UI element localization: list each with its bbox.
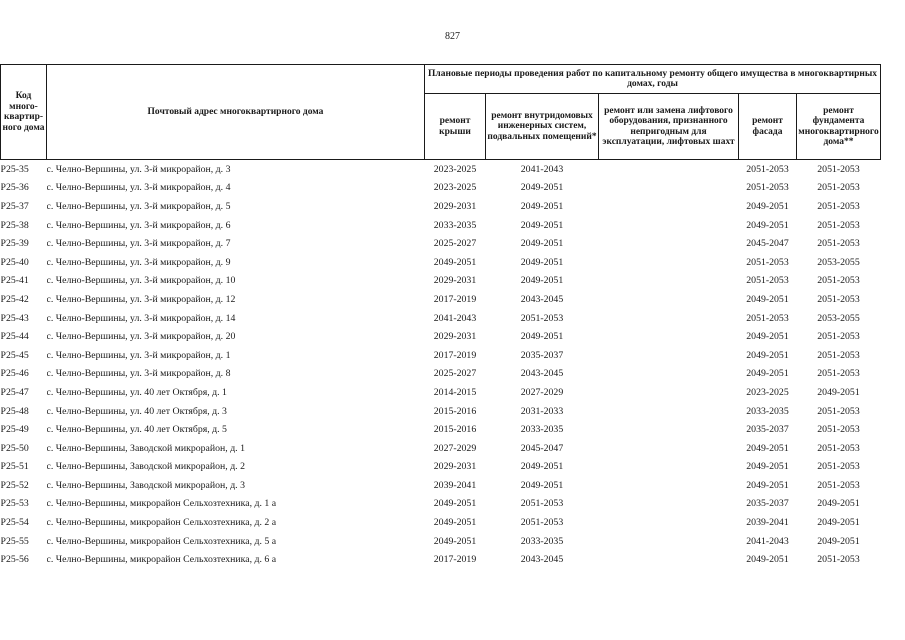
cell-facade: 2035-2037 xyxy=(746,424,789,436)
cell-engineering: 2049-2051 xyxy=(520,275,564,287)
cell-facade: 2051-2053 xyxy=(746,182,789,194)
cell-facade: 2049-2051 xyxy=(746,461,789,473)
cell-facade: 2049-2051 xyxy=(746,442,789,454)
cell-elevator xyxy=(599,402,739,421)
cell-code: Р25-50 xyxy=(0,442,29,454)
cell-roof: 2029-2031 xyxy=(433,331,477,343)
table-row xyxy=(1,160,881,179)
cell-foundation: 2051-2053 xyxy=(817,368,860,380)
cell-facade: 2049-2051 xyxy=(746,368,789,380)
table-row xyxy=(1,495,881,514)
cell-elevator xyxy=(599,346,739,365)
table-row xyxy=(1,272,881,291)
cell-roof: 2015-2016 xyxy=(433,424,477,436)
cell-roof: 2025-2027 xyxy=(433,368,477,380)
cell-engineering: 2031-2033 xyxy=(520,405,564,417)
cell-foundation: 2051-2053 xyxy=(817,182,860,194)
cell-address: с. Челно-Вершины, ул. 3-й микрорайон, д. 10 xyxy=(46,275,236,287)
table-row xyxy=(1,550,881,569)
cell-engineering: 2027-2029 xyxy=(520,386,564,398)
cell-code: Р25-52 xyxy=(0,479,29,491)
cell-roof: 2029-2031 xyxy=(433,275,477,287)
cell-code: Р25-35 xyxy=(0,163,29,175)
cell-facade: 2039-2041 xyxy=(746,517,789,529)
cell-address: с. Челно-Вершины, Заводской микрорайон, д. 2 xyxy=(46,461,245,473)
cell-code: Р25-39 xyxy=(0,238,29,250)
cell-roof: 2049-2051 xyxy=(433,535,477,547)
cell-facade: 2051-2053 xyxy=(746,275,789,287)
cell-address: с. Челно-Вершины, ул. 3-й микрорайон, д. 12 xyxy=(46,293,236,305)
cell-foundation: 2051-2053 xyxy=(817,331,860,343)
cell-code: Р25-56 xyxy=(0,554,29,566)
cell-facade: 2051-2053 xyxy=(746,256,789,268)
cell-foundation: 2051-2053 xyxy=(817,200,860,212)
table-row xyxy=(1,234,881,253)
cell-roof: 2023-2025 xyxy=(433,182,477,194)
cell-foundation: 2051-2053 xyxy=(817,238,860,250)
cell-engineering: 2049-2051 xyxy=(520,461,564,473)
header-code: Код много-квартир-ного дома xyxy=(1,65,47,160)
capital-repair-table xyxy=(0,64,881,569)
cell-engineering: 2051-2053 xyxy=(520,517,564,529)
cell-foundation: 2049-2051 xyxy=(817,498,860,510)
cell-code: Р25-49 xyxy=(0,424,29,436)
cell-address: с. Челно-Вершины, микрорайон Сельхозтехника, д. 6 а xyxy=(46,554,277,566)
cell-engineering: 2033-2035 xyxy=(520,535,564,547)
cell-facade: 2045-2047 xyxy=(746,238,789,250)
cell-engineering: 2035-2037 xyxy=(520,349,564,361)
cell-code: Р25-45 xyxy=(0,349,29,361)
table-row xyxy=(1,458,881,477)
table-row xyxy=(1,179,881,198)
cell-engineering: 2041-2043 xyxy=(520,163,564,175)
cell-address: с. Челно-Вершины, микрорайон Сельхозтехника, д. 5 а xyxy=(46,535,277,547)
cell-facade: 2051-2053 xyxy=(746,163,789,175)
cell-roof: 2029-2031 xyxy=(433,200,477,212)
header-facade: ремонт фасада xyxy=(739,94,797,160)
cell-roof: 2049-2051 xyxy=(433,498,477,510)
header-periods: Плановые периоды проведения работ по капитальному ремонту общего имущества в многоквартирных домах, годы xyxy=(425,65,881,94)
page-number: 827 xyxy=(445,31,460,42)
cell-address: с. Челно-Вершины, ул. 40 лет Октября, д. 3 xyxy=(46,405,227,417)
table-row xyxy=(1,383,881,402)
cell-foundation: 2051-2053 xyxy=(817,293,860,305)
cell-roof: 2049-2051 xyxy=(433,517,477,529)
cell-facade: 2049-2051 xyxy=(746,349,789,361)
cell-facade: 2033-2035 xyxy=(746,405,789,417)
table-body xyxy=(1,160,881,570)
cell-elevator xyxy=(599,253,739,272)
cell-engineering: 2051-2053 xyxy=(520,498,564,510)
cell-code: Р25-40 xyxy=(0,256,29,268)
table-row xyxy=(1,216,881,235)
cell-engineering: 2049-2051 xyxy=(520,219,564,231)
cell-foundation: 2049-2051 xyxy=(817,517,860,529)
cell-address: с. Челно-Вершины, ул. 40 лет Октября, д. 5 xyxy=(46,424,227,436)
cell-code: Р25-44 xyxy=(0,331,29,343)
cell-foundation: 2053-2055 xyxy=(817,312,860,324)
cell-roof: 2033-2035 xyxy=(433,219,477,231)
cell-address: с. Челно-Вершины, ул. 3-й микрорайон, д. 7 xyxy=(46,238,231,250)
cell-elevator xyxy=(599,365,739,384)
cell-engineering: 2049-2051 xyxy=(520,182,564,194)
cell-elevator xyxy=(599,216,739,235)
cell-code: Р25-51 xyxy=(0,461,29,473)
cell-engineering: 2043-2045 xyxy=(520,554,564,566)
cell-elevator xyxy=(599,439,739,458)
cell-elevator xyxy=(599,532,739,551)
cell-address: с. Челно-Вершины, ул. 3-й микрорайон, д. 20 xyxy=(46,331,236,343)
cell-facade: 2049-2051 xyxy=(746,479,789,491)
cell-engineering: 2049-2051 xyxy=(520,479,564,491)
cell-address: с. Челно-Вершины, ул. 3-й микрорайон, д. 14 xyxy=(46,312,236,324)
cell-foundation: 2051-2053 xyxy=(817,219,860,231)
cell-facade: 2049-2051 xyxy=(746,219,789,231)
table-row xyxy=(1,402,881,421)
cell-engineering: 2043-2045 xyxy=(520,293,564,305)
cell-roof: 2015-2016 xyxy=(433,405,477,417)
cell-facade: 2049-2051 xyxy=(746,331,789,343)
cell-foundation: 2053-2055 xyxy=(817,256,860,268)
cell-address: с. Челно-Вершины, ул. 3-й микрорайон, д. 8 xyxy=(46,368,231,380)
header-foundation: ремонт фундамента многоквартирного дома** xyxy=(797,94,881,160)
cell-facade: 2049-2051 xyxy=(746,293,789,305)
cell-foundation: 2051-2053 xyxy=(817,275,860,287)
cell-roof: 2023-2025 xyxy=(433,163,477,175)
cell-facade: 2049-2051 xyxy=(746,554,789,566)
cell-code: Р25-36 xyxy=(0,182,29,194)
cell-engineering: 2049-2051 xyxy=(520,256,564,268)
cell-facade: 2023-2025 xyxy=(746,386,789,398)
cell-code: Р25-37 xyxy=(0,200,29,212)
cell-elevator xyxy=(599,476,739,495)
cell-foundation: 2049-2051 xyxy=(817,386,860,398)
cell-roof: 2049-2051 xyxy=(433,256,477,268)
table-row xyxy=(1,327,881,346)
cell-elevator xyxy=(599,513,739,532)
table-row xyxy=(1,365,881,384)
cell-engineering: 2049-2051 xyxy=(520,238,564,250)
cell-foundation: 2051-2053 xyxy=(817,442,860,454)
cell-foundation: 2051-2053 xyxy=(817,461,860,473)
cell-code: Р25-46 xyxy=(0,368,29,380)
cell-code: Р25-42 xyxy=(0,293,29,305)
table-row xyxy=(1,420,881,439)
cell-elevator xyxy=(599,458,739,477)
cell-address: с. Челно-Вершины, ул. 3-й микрорайон, д. 6 xyxy=(46,219,231,231)
table-row xyxy=(1,439,881,458)
cell-elevator xyxy=(599,290,739,309)
table-row xyxy=(1,532,881,551)
cell-elevator xyxy=(599,327,739,346)
table-row xyxy=(1,197,881,216)
cell-address: с. Челно-Вершины, микрорайон Сельхозтехника, д. 1 а xyxy=(46,498,277,510)
cell-address: с. Челно-Вершины, микрорайон Сельхозтехника, д. 2 а xyxy=(46,517,277,529)
cell-elevator xyxy=(599,197,739,216)
cell-roof: 2017-2019 xyxy=(433,293,477,305)
cell-code: Р25-55 xyxy=(0,535,29,547)
table-row xyxy=(1,476,881,495)
cell-address: с. Челно-Вершины, ул. 3-й микрорайон, д. 1 xyxy=(46,349,231,361)
cell-engineering: 2033-2035 xyxy=(520,424,564,436)
cell-foundation: 2051-2053 xyxy=(817,349,860,361)
header-address: Почтовый адрес многоквартирного дома xyxy=(47,65,425,160)
cell-address: с. Челно-Вершины, ул. 3-й микрорайон, д. 4 xyxy=(46,182,231,194)
cell-code: Р25-53 xyxy=(0,498,29,510)
cell-code: Р25-54 xyxy=(0,517,29,529)
cell-roof: 2014-2015 xyxy=(433,386,477,398)
cell-code: Р25-43 xyxy=(0,312,29,324)
cell-address: с. Челно-Вершины, ул. 40 лет Октября, д. 1 xyxy=(46,386,227,398)
cell-roof: 2027-2029 xyxy=(433,442,477,454)
table-row xyxy=(1,346,881,365)
cell-engineering: 2051-2053 xyxy=(520,312,564,324)
cell-roof: 2025-2027 xyxy=(433,238,477,250)
cell-roof: 2017-2019 xyxy=(433,349,477,361)
cell-engineering: 2049-2051 xyxy=(520,200,564,212)
cell-facade: 2049-2051 xyxy=(746,200,789,212)
cell-foundation: 2051-2053 xyxy=(817,479,860,491)
cell-address: с. Челно-Вершины, Заводской микрорайон, д. 3 xyxy=(46,479,245,491)
cell-engineering: 2043-2045 xyxy=(520,368,564,380)
cell-elevator xyxy=(599,495,739,514)
cell-engineering: 2045-2047 xyxy=(520,442,564,454)
cell-roof: 2017-2019 xyxy=(433,554,477,566)
table-row xyxy=(1,253,881,272)
cell-address: с. Челно-Вершины, ул. 3-й микрорайон, д. 3 xyxy=(46,163,231,175)
table-row xyxy=(1,309,881,328)
cell-elevator xyxy=(599,550,739,569)
cell-code: Р25-47 xyxy=(0,386,29,398)
cell-elevator xyxy=(599,272,739,291)
cell-foundation: 2051-2053 xyxy=(817,554,860,566)
cell-elevator xyxy=(599,420,739,439)
cell-facade: 2051-2053 xyxy=(746,312,789,324)
cell-foundation: 2051-2053 xyxy=(817,405,860,417)
header-elevator: ремонт или замена лифтового оборудования, признанного непригодным для эксплуатации, лифтовых шахт xyxy=(599,94,739,160)
cell-code: Р25-41 xyxy=(0,275,29,287)
header-engineering: ремонт внутридомовых инженерных систем, подвальных помещений* xyxy=(486,94,599,160)
cell-elevator xyxy=(599,179,739,198)
cell-elevator xyxy=(599,309,739,328)
cell-elevator xyxy=(599,234,739,253)
cell-roof: 2029-2031 xyxy=(433,461,477,473)
cell-roof: 2039-2041 xyxy=(433,479,477,491)
cell-address: с. Челно-Вершины, ул. 3-й микрорайон, д. 9 xyxy=(46,256,231,268)
cell-address: с. Челно-Вершины, ул. 3-й микрорайон, д. 5 xyxy=(46,200,231,212)
cell-facade: 2035-2037 xyxy=(746,498,789,510)
cell-foundation: 2049-2051 xyxy=(817,535,860,547)
table-row xyxy=(1,513,881,532)
header-roof: ремонт крыши xyxy=(425,94,486,160)
cell-code: Р25-38 xyxy=(0,219,29,231)
cell-elevator xyxy=(599,160,739,179)
cell-facade: 2041-2043 xyxy=(746,535,789,547)
cell-elevator xyxy=(599,383,739,402)
table-row xyxy=(1,290,881,309)
cell-address: с. Челно-Вершины, Заводской микрорайон, д. 1 xyxy=(46,442,245,454)
cell-code: Р25-48 xyxy=(0,405,29,417)
cell-foundation: 2051-2053 xyxy=(817,424,860,436)
cell-foundation: 2051-2053 xyxy=(817,163,860,175)
cell-roof: 2041-2043 xyxy=(433,312,477,324)
cell-engineering: 2049-2051 xyxy=(520,331,564,343)
